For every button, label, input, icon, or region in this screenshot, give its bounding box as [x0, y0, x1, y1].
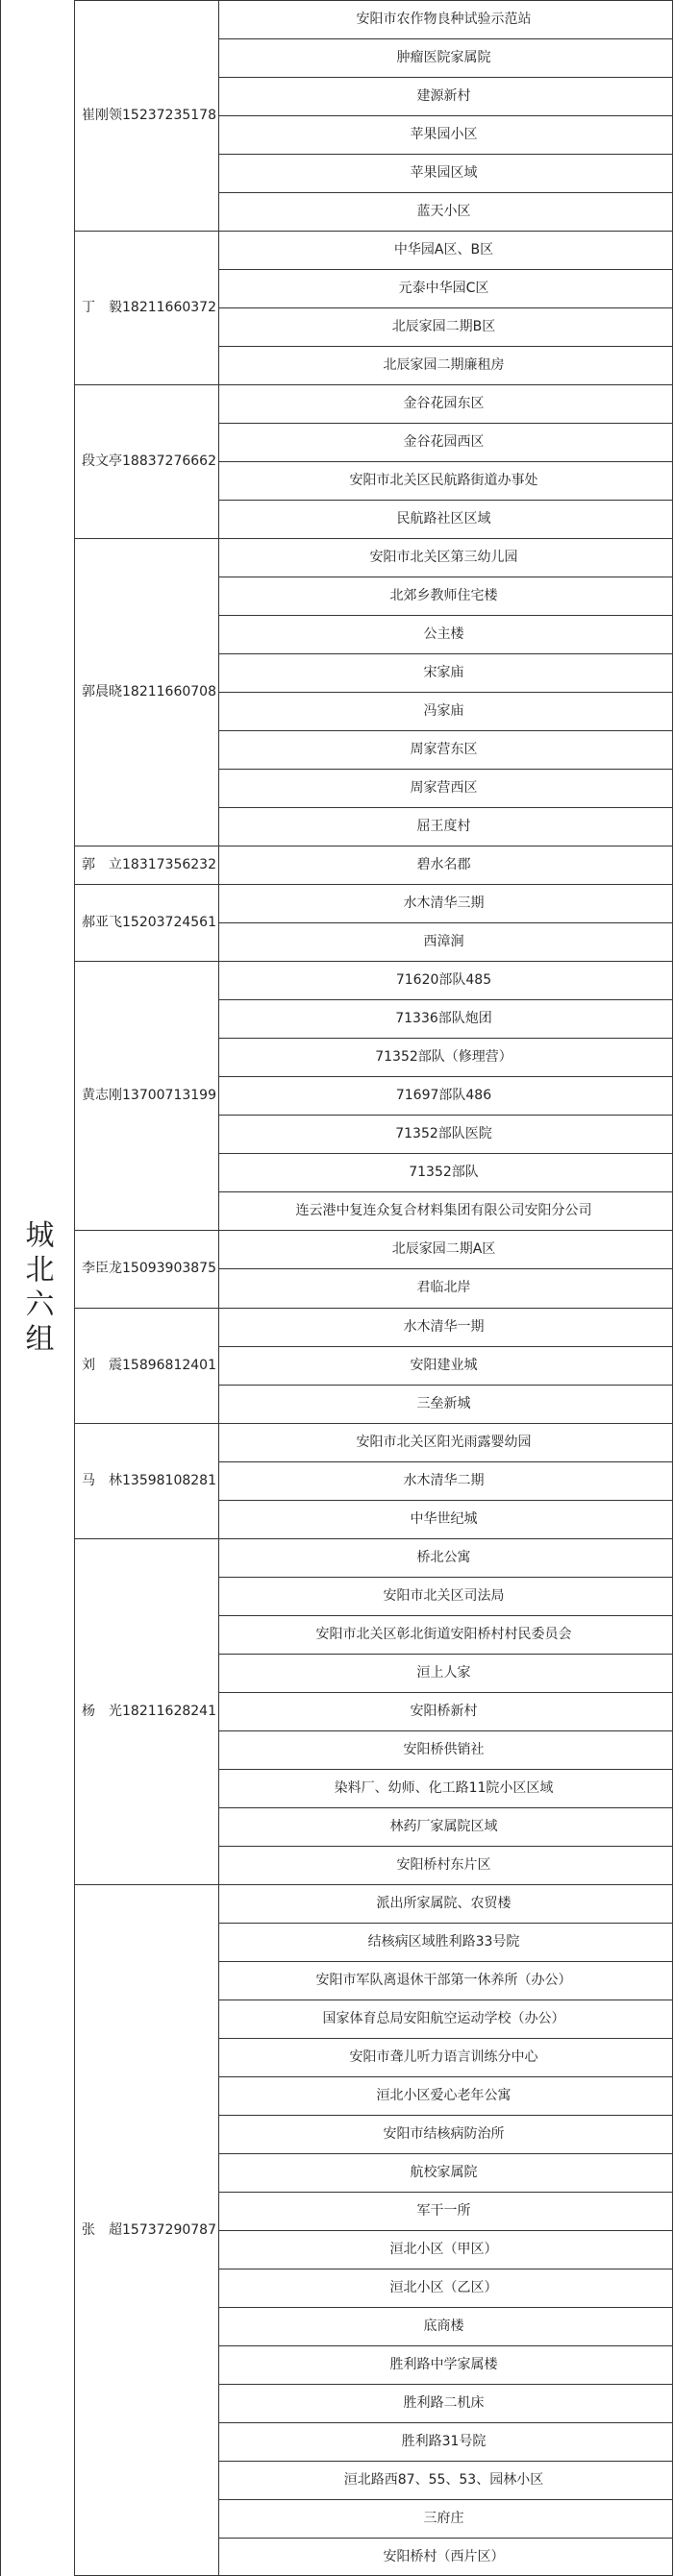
area-cell: 71352部队 [409, 1165, 479, 1181]
area-cell: 安阳市农作物良种试验示范站 [356, 12, 532, 27]
area-cell: 水木清华一期 [403, 1318, 485, 1335]
area-cell: 胜利路31号院 [401, 2433, 487, 2449]
area-cell: 安阳市北关区阳光雨露婴幼园 [356, 1434, 532, 1450]
area-cell: 洹北小区（乙区） [389, 2279, 498, 2295]
area-cell: 71352部队（修理营） [375, 1049, 512, 1066]
staff-person: 郭晨晓18211660708 [82, 684, 216, 700]
staff-person: 杨 光18211628241 [82, 1703, 216, 1719]
area-cell: 北郊乡教师住宅楼 [389, 588, 498, 604]
area-cell: 安阳市北关区司法局 [383, 1587, 505, 1604]
area-cell: 北辰家园二期A区 [391, 1241, 496, 1258]
staff-person: 崔刚领15237235178 [82, 108, 216, 124]
area-cell: 碧水名郡 [416, 857, 471, 873]
area-cell: 安阳桥村（西片区） [383, 2548, 505, 2564]
area-cell: 胜利路中学家属楼 [389, 2356, 498, 2372]
area-cell: 安阳市军队离退休干部第一休养所（办公） [315, 1972, 572, 1988]
grid-vline [218, 0, 219, 2576]
staff-person: 刘 震15896812401 [82, 1357, 216, 1373]
area-cell: 建源新村 [416, 88, 471, 105]
area-cell: 周家营西区 [410, 780, 478, 797]
area-cell: 金谷花园东区 [403, 396, 485, 412]
area-cell: 洹北小区（甲区） [389, 2241, 498, 2257]
area-cell: 苹果园小区 [410, 127, 478, 143]
area-cell: 冯家庙 [423, 703, 464, 720]
area-cell: 安阳桥村东片区 [396, 1856, 491, 1873]
area-cell: 染料厂、幼师、化工路11院小区区域 [334, 1779, 554, 1796]
area-cell: 安阳市聋儿听力语言训练分中心 [349, 2049, 538, 2065]
staff-person: 郝亚飞15203724561 [82, 915, 216, 931]
group-label [0, 0, 72, 2576]
area-cell: 三垒新城 [416, 1395, 471, 1411]
area-cell: 元泰中华园C区 [398, 281, 489, 297]
area-cell: 派出所家属院、农贸楼 [376, 1895, 512, 1911]
area-cell: 屈王度村 [416, 819, 471, 835]
area-cell: 周家营东区 [410, 742, 478, 758]
area-cell: 安阳市北关区第三幼儿园 [369, 550, 518, 566]
group-name: 城北六组 [19, 1218, 54, 1358]
area-cell: 洹北路西87、55、53、园林小区 [343, 2471, 544, 2488]
area-cell: 中华世纪城 [410, 1510, 478, 1527]
area-cell: 航校家属院 [410, 2164, 478, 2180]
area-cell: 洹北小区爱心老年公寓 [376, 2087, 512, 2103]
area-cell: 国家体育总局安阳航空运动学校（办公） [322, 2010, 565, 2026]
area-cell: 蓝天小区 [416, 204, 471, 220]
staff-person: 段文亭18837276662 [82, 454, 216, 470]
area-cell: 苹果园区域 [410, 165, 478, 182]
area-cell: 水木清华三期 [403, 895, 485, 912]
grid-vline [74, 0, 75, 2576]
area-cell: 安阳建业城 [410, 1357, 478, 1373]
area-cell: 安阳市北关区民航路街道办事处 [349, 473, 538, 489]
staff-person: 马 林13598108281 [82, 1472, 216, 1488]
area-cell: 中华园A区、B区 [393, 242, 494, 258]
area-cell: 安阳市结核病防治所 [383, 2125, 505, 2142]
area-cell: 水木清华二期 [403, 1472, 485, 1488]
staff-person: 李臣龙15093903875 [82, 1261, 216, 1277]
area-cell: 金谷花园西区 [403, 434, 485, 451]
area-cell: 君临北岸 [416, 1280, 471, 1296]
area-cell: 71336部队炮团 [395, 1011, 492, 1027]
area-cell: 71697部队486 [395, 1088, 492, 1104]
area-cell: 西漳涧 [423, 934, 464, 950]
area-cell: 民航路社区区域 [396, 511, 491, 527]
area-cell: 公主楼 [423, 626, 464, 643]
staff-person: 丁 毅18211660372 [82, 300, 216, 316]
area-cell: 三府庄 [423, 2510, 464, 2526]
area-cell: 林药厂家属院区域 [389, 1818, 498, 1834]
area-cell: 桥北公寓 [416, 1549, 471, 1565]
grid-vline [672, 0, 673, 2576]
area-cell: 71352部队医院 [395, 1126, 492, 1142]
area-cell: 肿瘤医院家属院 [396, 50, 491, 65]
area-cell: 结核病区域胜利路33号院 [367, 1933, 520, 1950]
area-cell: 安阳市北关区彰北街道安阳桥村村民委员会 [315, 1626, 572, 1642]
staff-person: 张 超15737290787 [82, 2221, 216, 2238]
staff-person: 郭 立18317356232 [82, 857, 216, 873]
area-cell: 71620部队485 [395, 972, 492, 989]
area-cell: 北辰家园二期B区 [391, 319, 496, 335]
staff-person: 黄志刚13700713199 [82, 1088, 216, 1104]
area-cell: 军干一所 [416, 2202, 471, 2219]
area-cell: 洹上人家 [416, 1664, 471, 1681]
area-cell: 胜利路二机床 [403, 2394, 485, 2411]
area-cell: 宋家庙 [423, 665, 464, 681]
area-cell: 安阳桥新村 [410, 1703, 478, 1719]
area-cell: 底商楼 [423, 2318, 464, 2334]
area-cell: 安阳桥供销社 [403, 1741, 485, 1757]
area-cell: 连云港中复连众复合材料集团有限公司安阳分公司 [295, 1203, 592, 1219]
area-cell: 北辰家园二期廉租房 [383, 357, 505, 374]
